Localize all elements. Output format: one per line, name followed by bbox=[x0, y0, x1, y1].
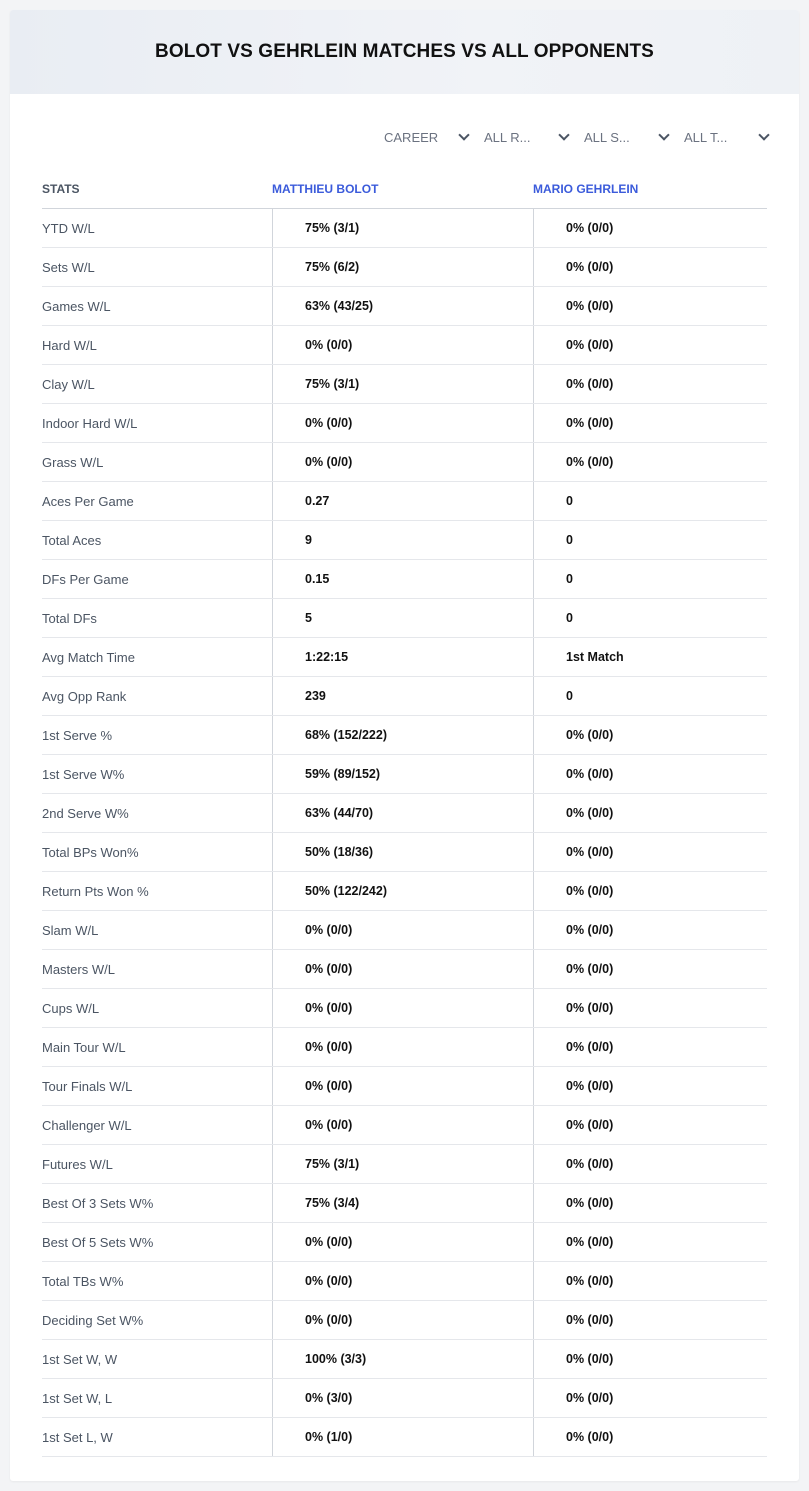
table-row bbox=[42, 1301, 767, 1340]
stat-label: Futures W/L bbox=[42, 1156, 113, 1172]
player2-value: 0% (0/0) bbox=[533, 1262, 767, 1300]
table-row bbox=[42, 677, 767, 716]
stat-label: Masters W/L bbox=[42, 961, 115, 977]
table-row bbox=[42, 794, 767, 833]
stat-label: 1st Set W, W bbox=[42, 1351, 118, 1367]
player1-value: 5 bbox=[272, 599, 533, 637]
player2-value: 1st Match bbox=[533, 638, 767, 676]
player1-value: 0% (1/0) bbox=[272, 1418, 533, 1456]
player2-value: 0% (0/0) bbox=[533, 443, 767, 481]
table-row bbox=[42, 1262, 767, 1301]
player1-value: 63% (44/70) bbox=[272, 794, 533, 832]
table-row bbox=[42, 872, 767, 911]
table-row bbox=[42, 365, 767, 404]
player2-value: 0% (0/0) bbox=[533, 1223, 767, 1261]
player2-value: 0 bbox=[533, 521, 767, 559]
table-row bbox=[42, 287, 767, 326]
player1-value: 75% (6/2) bbox=[272, 248, 533, 286]
table-row bbox=[42, 560, 767, 599]
stat-label: Total TBs W% bbox=[42, 1273, 124, 1289]
table-row bbox=[42, 833, 767, 872]
stat-label: Indoor Hard W/L bbox=[42, 415, 138, 431]
player1-value: 63% (43/25) bbox=[272, 287, 533, 325]
stat-label: Total BPs Won% bbox=[42, 844, 139, 860]
stat-label: Slam W/L bbox=[42, 922, 99, 938]
player1-value: 68% (152/222) bbox=[272, 716, 533, 754]
chevron-down-icon bbox=[758, 129, 769, 140]
stat-label: 2nd Serve W% bbox=[42, 805, 129, 821]
stat-label: Hard W/L bbox=[42, 337, 97, 353]
page-title: BOLOT VS GEHRLEIN MATCHES VS ALL OPPONENTS bbox=[155, 41, 654, 62]
stat-label: Avg Match Time bbox=[42, 649, 135, 665]
filter-period-select[interactable] bbox=[374, 127, 474, 147]
player2-value: 0% (0/0) bbox=[533, 950, 767, 988]
stat-label: Clay W/L bbox=[42, 376, 95, 392]
player1-value: 0.15 bbox=[272, 560, 533, 598]
table-row bbox=[42, 1145, 767, 1184]
player2-value: 0% (0/0) bbox=[533, 911, 767, 949]
filter-round-label: ALL R... bbox=[484, 129, 531, 145]
stat-label: Avg Opp Rank bbox=[42, 688, 127, 704]
table-row bbox=[42, 1340, 767, 1379]
player1-value: 0% (0/0) bbox=[272, 1301, 533, 1339]
player1-value: 0% (3/0) bbox=[272, 1379, 533, 1417]
table-row bbox=[42, 1184, 767, 1223]
table-row bbox=[42, 755, 767, 794]
table-row bbox=[42, 443, 767, 482]
filter-surface-select[interactable] bbox=[574, 127, 674, 147]
stat-label: Total Aces bbox=[42, 532, 102, 548]
filter-tournament-select[interactable] bbox=[674, 127, 774, 147]
player2-value: 0% (0/0) bbox=[533, 326, 767, 364]
player2-value: 0% (0/0) bbox=[533, 1379, 767, 1417]
player2-value: 0% (0/0) bbox=[533, 365, 767, 403]
player1-value: 0% (0/0) bbox=[272, 326, 533, 364]
player1-value: 1:22:15 bbox=[272, 638, 533, 676]
table-row bbox=[42, 326, 767, 365]
table-row bbox=[42, 482, 767, 521]
player2-value: 0% (0/0) bbox=[533, 989, 767, 1027]
player2-value: 0 bbox=[533, 599, 767, 637]
player2-value: 0% (0/0) bbox=[533, 1145, 767, 1183]
player2-value: 0 bbox=[533, 677, 767, 715]
stat-label: Challenger W/L bbox=[42, 1117, 132, 1133]
header-stats: STATS bbox=[42, 182, 80, 196]
player2-value: 0% (0/0) bbox=[533, 1028, 767, 1066]
table-row bbox=[42, 599, 767, 638]
player2-value: 0% (0/0) bbox=[533, 209, 767, 247]
player1-value: 75% (3/1) bbox=[272, 209, 533, 247]
player1-value: 0.27 bbox=[272, 482, 533, 520]
player2-value: 0% (0/0) bbox=[533, 833, 767, 871]
filter-tournament-label: ALL T... bbox=[684, 129, 728, 145]
player1-value: 0% (0/0) bbox=[272, 404, 533, 442]
table-row bbox=[42, 1223, 767, 1262]
stat-label: Deciding Set W% bbox=[42, 1312, 144, 1328]
player2-value: 0 bbox=[533, 560, 767, 598]
player2-value: 0% (0/0) bbox=[533, 794, 767, 832]
stat-label: DFs Per Game bbox=[42, 571, 129, 587]
stat-label: 1st Serve % bbox=[42, 727, 113, 743]
table-row bbox=[42, 638, 767, 677]
stat-label: Grass W/L bbox=[42, 454, 104, 470]
stat-label: Main Tour W/L bbox=[42, 1039, 126, 1055]
player1-value: 50% (122/242) bbox=[272, 872, 533, 910]
stat-label: Best Of 5 Sets W% bbox=[42, 1234, 154, 1250]
player2-value: 0% (0/0) bbox=[533, 716, 767, 754]
player2-value: 0% (0/0) bbox=[533, 404, 767, 442]
stats-table bbox=[42, 170, 767, 1457]
player1-value: 239 bbox=[272, 677, 533, 715]
player1-value: 75% (3/1) bbox=[272, 1145, 533, 1183]
chevron-down-icon bbox=[558, 129, 569, 140]
stat-label: 1st Serve W% bbox=[42, 766, 125, 782]
stat-label: Return Pts Won % bbox=[42, 883, 149, 899]
player1-value: 75% (3/1) bbox=[272, 365, 533, 403]
player1-value: 0% (0/0) bbox=[272, 950, 533, 988]
filter-surface-label: ALL S... bbox=[584, 129, 630, 145]
player1-value: 9 bbox=[272, 521, 533, 559]
player2-value: 0 bbox=[533, 482, 767, 520]
stat-label: 1st Set W, L bbox=[42, 1390, 113, 1406]
stat-label: YTD W/L bbox=[42, 220, 95, 236]
table-row bbox=[42, 404, 767, 443]
player2-value: 0% (0/0) bbox=[533, 248, 767, 286]
stat-label: 1st Set L, W bbox=[42, 1429, 113, 1445]
table-row bbox=[42, 521, 767, 560]
player2-value: 0% (0/0) bbox=[533, 1340, 767, 1378]
player2-value: 0% (0/0) bbox=[533, 872, 767, 910]
player2-value: 0% (0/0) bbox=[533, 287, 767, 325]
table-row bbox=[42, 911, 767, 950]
stat-label: Sets W/L bbox=[42, 259, 95, 275]
chevron-down-icon bbox=[658, 129, 669, 140]
filter-period-label: CAREER bbox=[384, 129, 439, 145]
player2-value: 0% (0/0) bbox=[533, 1418, 767, 1456]
stat-label: Tour Finals W/L bbox=[42, 1078, 133, 1094]
player1-value: 0% (0/0) bbox=[272, 911, 533, 949]
player2-value: 0% (0/0) bbox=[533, 1106, 767, 1144]
player1-value: 75% (3/4) bbox=[272, 1184, 533, 1222]
player2-value: 0% (0/0) bbox=[533, 1184, 767, 1222]
player2-value: 0% (0/0) bbox=[533, 1301, 767, 1339]
table-row bbox=[42, 716, 767, 755]
stat-label: Best Of 3 Sets W% bbox=[42, 1195, 154, 1211]
table-row bbox=[42, 248, 767, 287]
table-row bbox=[42, 950, 767, 989]
player1-value: 0% (0/0) bbox=[272, 1028, 533, 1066]
table-row bbox=[42, 1379, 767, 1418]
player1-value: 0% (0/0) bbox=[272, 989, 533, 1027]
table-row bbox=[42, 1067, 767, 1106]
player1-value: 0% (0/0) bbox=[272, 1223, 533, 1261]
stat-label: Games W/L bbox=[42, 298, 111, 314]
table-header-row bbox=[42, 170, 767, 209]
player1-value: 50% (18/36) bbox=[272, 833, 533, 871]
player2-value: 0% (0/0) bbox=[533, 1067, 767, 1105]
filter-bar bbox=[374, 127, 774, 147]
player1-value: 100% (3/3) bbox=[272, 1340, 533, 1378]
card-header bbox=[10, 10, 799, 94]
stat-label: Total DFs bbox=[42, 610, 97, 626]
stat-label: Cups W/L bbox=[42, 1000, 100, 1016]
player1-value: 0% (0/0) bbox=[272, 1067, 533, 1105]
player2-value: 0% (0/0) bbox=[533, 755, 767, 793]
player1-value: 0% (0/0) bbox=[272, 1262, 533, 1300]
stats-card bbox=[10, 10, 799, 1481]
table-row bbox=[42, 209, 767, 248]
player1-value: 0% (0/0) bbox=[272, 443, 533, 481]
header-player1-link[interactable]: MATTHIEU BOLOT bbox=[272, 182, 379, 196]
header-player2-link[interactable]: MARIO GEHRLEIN bbox=[533, 182, 639, 196]
player1-value: 0% (0/0) bbox=[272, 1106, 533, 1144]
table-row bbox=[42, 989, 767, 1028]
table-row bbox=[42, 1106, 767, 1145]
stat-label: Aces Per Game bbox=[42, 493, 134, 509]
player1-value: 59% (89/152) bbox=[272, 755, 533, 793]
table-body bbox=[42, 209, 767, 1457]
table-row bbox=[42, 1418, 767, 1457]
table-row bbox=[42, 1028, 767, 1067]
filter-round-select[interactable] bbox=[474, 127, 574, 147]
chevron-down-icon bbox=[458, 129, 469, 140]
